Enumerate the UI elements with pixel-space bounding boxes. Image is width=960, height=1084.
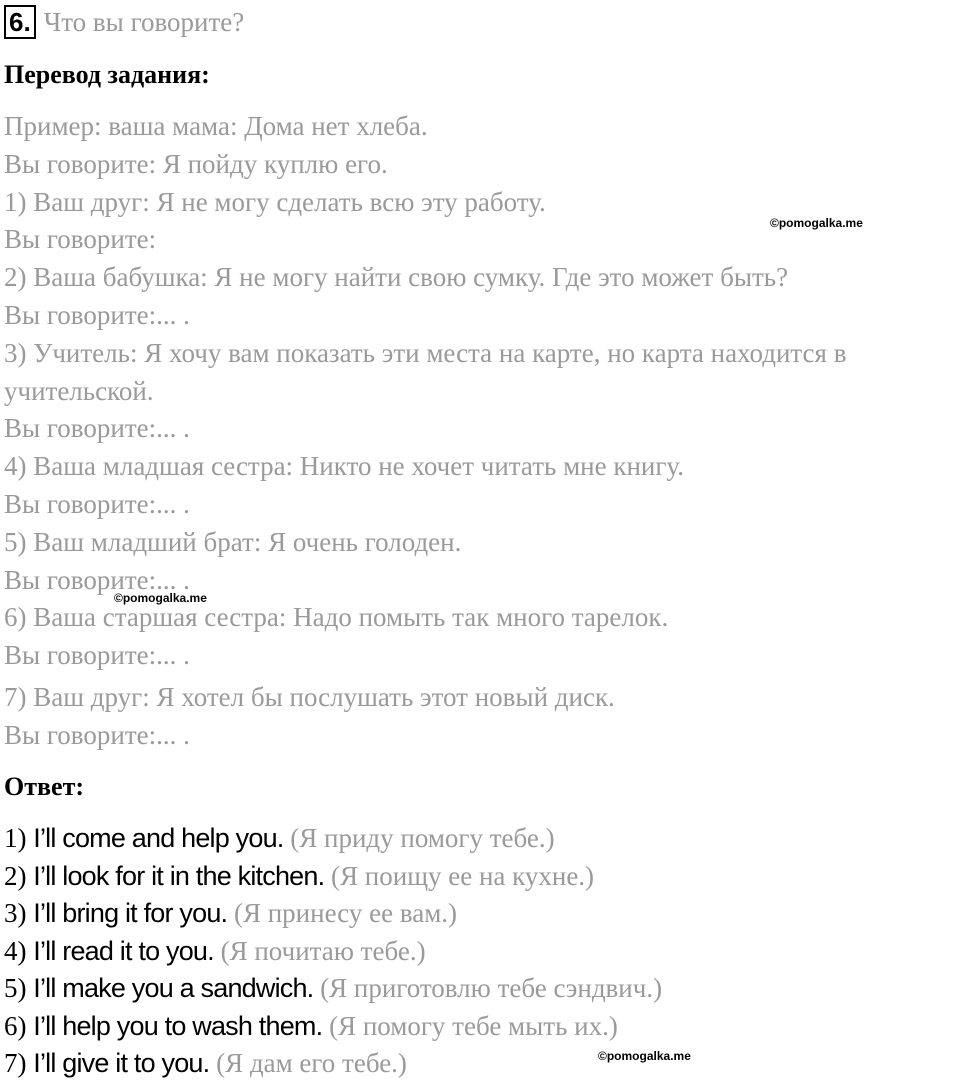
answer-line	[4, 858, 958, 896]
answer-list	[4, 820, 958, 1083]
answer-english: I’ll help you to wash them.	[33, 1010, 323, 1041]
answer-line	[4, 1008, 958, 1046]
answer-english: I’ll bring it for you.	[33, 898, 228, 928]
answer-line	[4, 895, 958, 933]
answer-russian: (Я принесу ее вам.)	[227, 898, 458, 928]
answer-english: I’ll look for it in the kitchen.	[33, 860, 325, 891]
translation-list	[4, 108, 958, 755]
answer-english: I’ll come and help you.	[33, 823, 284, 853]
watermark: ©pomogalka.me	[770, 216, 863, 230]
translation-line: Вы говорите:... .	[4, 719, 190, 750]
task-number-badge: 6.	[4, 5, 36, 39]
answer-line	[4, 933, 958, 971]
answer-heading: Ответ:	[4, 772, 85, 801]
answer-number: 5)	[4, 973, 34, 1003]
answer-number: 3)	[4, 898, 34, 928]
translation-line: 2) Ваша бабушка: Я не могу найти свою сумку. Где это может быть?	[4, 262, 789, 293]
answer-line	[4, 1045, 958, 1083]
answer-number: 1)	[4, 823, 34, 853]
translation-line: Вы говорите:... .	[4, 488, 190, 519]
answer-number: 2)	[4, 860, 34, 891]
answer-russian: (Я помогу тебе мыть их.)	[322, 1010, 618, 1041]
translation-line: Вы говорите: Я пойду куплю его.	[4, 148, 388, 179]
answer-line	[4, 970, 958, 1008]
answer-english: I’ll read it to you.	[33, 935, 214, 966]
answer-russian: (Я почитаю тебе.)	[213, 935, 426, 966]
translation-line: 3) Учитель: Я хочу вам показать эти места на карте, но карта находится в	[4, 337, 847, 368]
answer-english: I’ll give it to you.	[33, 1048, 210, 1078]
answer-number: 4)	[4, 935, 34, 966]
answer-russian: (Я приготовлю тебе сэндвич.)	[313, 973, 663, 1003]
translation-heading: Перевод задания:	[4, 60, 210, 89]
translation-line: учительской.	[4, 375, 154, 406]
translation-line: 4) Ваша младшая сестра: Никто не хочет читать мне книгу.	[4, 451, 684, 482]
translation-line: Вы говорите:... .	[4, 640, 190, 671]
translation-line: Вы говорите:	[4, 224, 157, 255]
answer-russian: (Я поищу ее на кухне.)	[324, 860, 595, 891]
translation-line: Пример: ваша мама: Дома нет хлеба.	[4, 111, 428, 141]
translation-line: 7) Ваш друг: Я хотел бы послушать этот новый диск.	[4, 681, 615, 712]
translation-line: Вы говорите:... .	[4, 299, 190, 330]
watermark: ©pomogalka.me	[598, 1049, 691, 1063]
answer-russian: (Я приду помогу тебе.)	[283, 823, 555, 853]
answer-english: I’ll make you a sandwich.	[33, 973, 314, 1003]
translation-line: 1) Ваш друг: Я не могу сделать всю эту работу.	[4, 186, 546, 217]
answer-russian: (Я дам его тебе.)	[209, 1048, 407, 1078]
translation-line: Вы говорите:... .	[4, 413, 190, 444]
answer-number: 7)	[4, 1048, 34, 1078]
translation-line: 5) Ваш младший брат: Я очень голоден.	[4, 526, 462, 557]
translation-line: Вы говорите:... .	[4, 564, 190, 595]
answer-number: 6)	[4, 1010, 34, 1041]
watermark: ©pomogalka.me	[114, 591, 207, 605]
task-title: Что вы говорите?	[43, 6, 245, 37]
answer-line	[4, 820, 958, 858]
task-header	[4, 4, 244, 40]
translation-line: 6) Ваша старшая сестра: Надо помыть так много тарелок.	[4, 602, 669, 633]
